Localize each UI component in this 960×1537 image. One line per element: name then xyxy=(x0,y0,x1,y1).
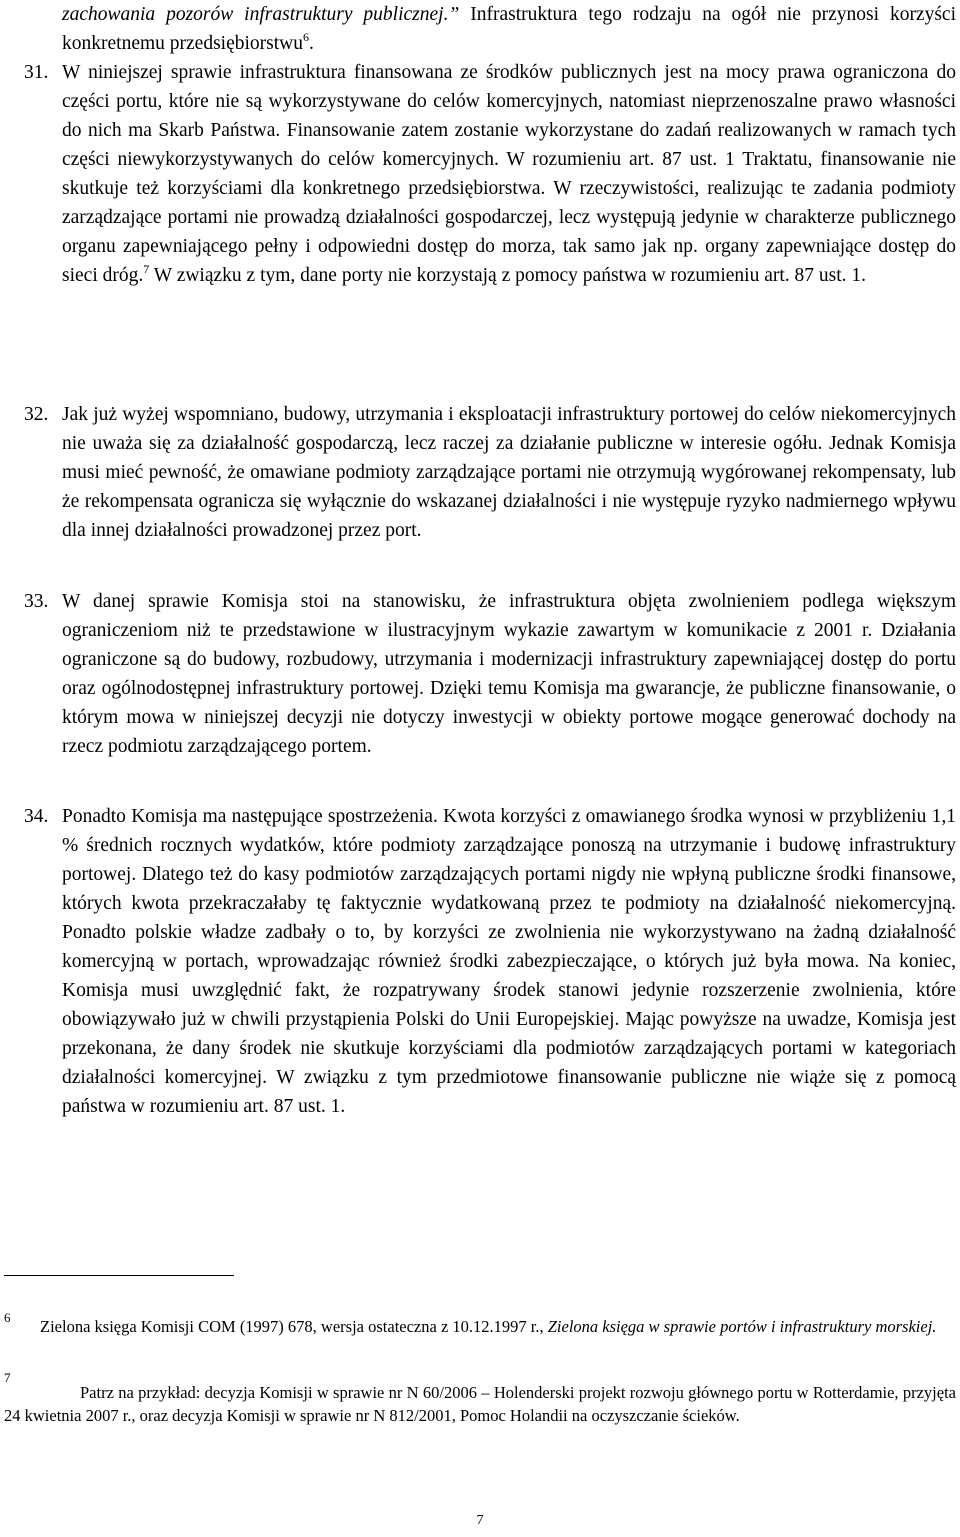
footnote-title: Zielona księga w sprawie portów i infrastruktury morskiej. xyxy=(547,1317,937,1336)
paragraph-number: 33. xyxy=(24,591,49,612)
paragraph-34 xyxy=(24,802,956,1121)
paragraph-text-part: W związku z tym, dane porty nie korzystają z pomocy państwa w rozumieniu art. 87 ust. 1. xyxy=(153,265,867,286)
footnote-mark-6: 6 xyxy=(4,1310,11,1325)
paragraph-text-part: W niniejszej sprawie infrastruktura finansowana ze środków publicznych jest na mocy prawa ograniczona do części portu, które nie są wykorzystywane do celów komercyjnych, natomiast nieprzenoszalne prawo własności do nich ma Skarb Państwa. Finansowanie zatem zostanie wykorzystane do zadań realizowanych w ramach tych części niewykorzystywanych do celów komercyjnych. W rozumieniu art. 87 ust. 1 Traktatu, finansowanie nie skutkuje też korzyściami dla konkretnego przedsiębiorstwa. W rzeczywistości, realizując te zadania podmioty zarządzające portami nie prowadzą działalności gospodarczej, lecz występują jedynie w charakterze publicznego organu zapewniającego pełny i odpowiedni dostęp do morza, tak samo jak np. organy zapewniające dostęp do sieci dróg. xyxy=(62,62,956,286)
paragraph-text: W danej sprawie Komisja stoi na stanowisku, że infrastruktura objęta zwolnieniem podlega większym ograniczeniom niż te przedstawione w ilustracyjnym wykazie zawartym w komunikacie z 2001 r. Działania ograniczone są do budowy, rozbudowy, utrzymania i modernizacji infrastruktury zapewniającej dostęp do portu oraz ogólnodostępnej infrastruktury portowej. Dzięki temu Komisja ma gwarancje, że publiczne finansowanie, o którym mowa w niniejszej decyzji nie dotyczy inwestycji w obiekty portowe mogące generować dochody na rzecz podmiotu zarządzającego portem. xyxy=(62,591,956,757)
intro-paragraph xyxy=(62,0,956,58)
footnote-ref-7: 7 xyxy=(143,262,150,276)
paragraph-number: 32. xyxy=(24,404,49,425)
footnote-7: Patrz na przykład: decyzja Komisji w sprawie nr N 60/2006 – Holenderski projekt rozwoju głównego portu w Rotterdamie, przyjęta 24 kwietnia 2007 r., oraz decyzja Komisji w sprawie nr N 812/2001, Pomoc Holandii na oczyszczanie ścieków. xyxy=(4,1383,956,1425)
paragraph-31 xyxy=(24,58,956,290)
paragraph-number: 34. xyxy=(24,806,49,827)
footnote-separator xyxy=(4,1275,234,1276)
footnote-mark-7: 7 xyxy=(4,1370,11,1385)
paragraph-text: Jak już wyżej wspomniano, budowy, utrzymania i eksploatacji infrastruktury portowej do celów niekomercyjnych nie uważa się za działalność gospodarczą, lecz raczej za działanie publiczne w interesie ogółu. Jednak Komisja musi mieć pewność, że omawiane podmioty zarządzające portami nie otrzymują wygórowanej rekompensaty, lub że rekompensata ogranicza się wyłącznie do wskazanej działalności i nie występuje ryzyko nadmiernego wpływu dla innej działalności prowadzonej przez port. xyxy=(62,404,956,541)
paragraph-text xyxy=(62,58,956,290)
footnote-6 xyxy=(40,1315,956,1338)
footnote-text: Zielona księga Komisji COM (1997) 678, wersja ostateczna z 10.12.1997 r., xyxy=(40,1317,548,1336)
paragraph-number: 31. xyxy=(24,62,49,83)
paragraph-32 xyxy=(24,400,956,545)
intro-text-end: . xyxy=(308,33,314,54)
intro-quote: zachowania pozorów infrastruktury publicznej.” xyxy=(62,4,460,25)
intro-text: Infrastruktura tego rodzaju na ogół nie przynosi korzyści konkretnemu przedsiębiorstwu xyxy=(62,4,956,54)
footnote-ref-6: 6 xyxy=(302,30,309,44)
paragraph-33 xyxy=(24,587,956,761)
page-number: 7 xyxy=(476,1513,484,1528)
paragraph-text: Ponadto Komisja ma następujące spostrzeżenia. Kwota korzyści z omawianego środka wynosi w przybliżeniu 1,1 % średnich rocznych wydatków, które podmioty zarządzające ponoszą na utrzymanie i budowę infrastruktury portowej. Dlatego też do kasy podmiotów zarządzających portami nigdy nie wpłyną publiczne środki finansowe, których kwota przekraczałaby tę faktycznie wydatkowaną przez te podmioty na działalność niekomercyjną. Ponadto polskie władze zadbały o to, by korzyści ze zwolnienia nie wykorzystywano na żadną działalność komercyjną w portach, wprowadzając również środki zabezpieczające, o których już była mowa. Na koniec, Komisja musi uwzględnić fakt, że rozpatrywany środek stanowi jedynie rozszerzenie zwolnienia, które obowiązywało już w chwili przystąpienia Polski do Unii Europejskiej. Mając powyższe na uwadze, Komisja jest przekonana, że dany środek nie skutkuje korzyściami dla podmiotów zarządzających portami w kategoriach działalności komercyjnej. W związku z tym przedmiotowe finansowanie publiczne nie wiąże się z pomocą państwa w rozumieniu art. 87 ust. 1. xyxy=(62,806,956,1117)
